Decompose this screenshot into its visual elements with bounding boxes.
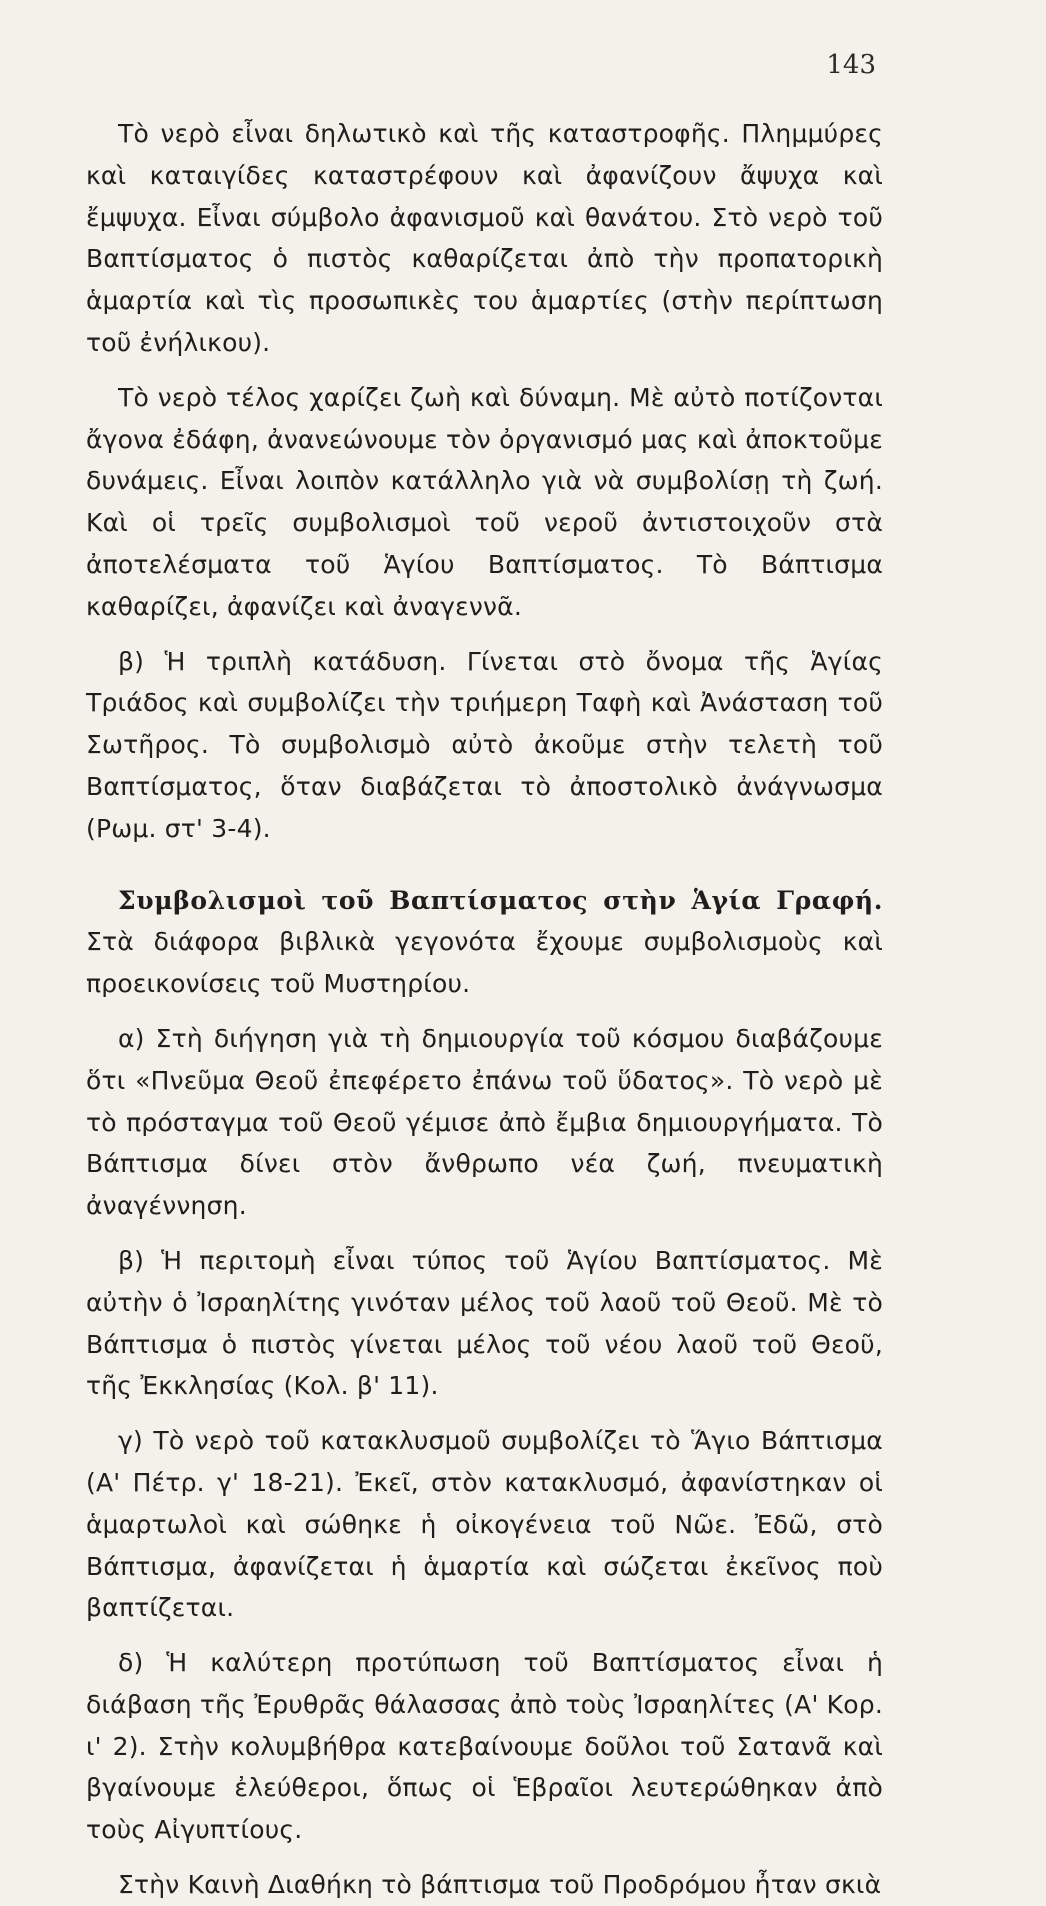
section-heading: Συμβολισμοὶ τοῦ Βαπτίσματος στὴν Ἁγία Γραφή. <box>118 885 883 915</box>
section-paragraph <box>86 880 883 1005</box>
paragraph-water-destruction: Τὸ νερὸ εἶναι δηλωτικὸ καὶ τῆς καταστροφῆς. Πλημμύρες καὶ καταιγίδες καταστρέφουν καὶ ἀφανίζουν ἄψυχα καὶ ἔμψυχα. Εἶναι σύμβολο ἀφανισμοῦ καὶ θανάτου. Στὸ νερὸ τοῦ Βαπτίσματος ὁ πιστὸς καθαρίζεται ἀπὸ τὴν προπατορικὴ ἁμαρτία καὶ τὶς προσωπικὲς του ἁμαρτίες (στὴν περίπτωση τοῦ ἐνήλικου). <box>86 119 883 357</box>
list-item-circumcision: β) Ἡ περιτομὴ εἶναι τύπος τοῦ Ἁγίου Βαπτίσματος. Μὲ αὐτὴν ὁ Ἰσραηλίτης γινόταν μέλος τοῦ λαοῦ τοῦ Θεοῦ. Μὲ τὸ Βάπτισμα ὁ πιστὸς γίνεται μέλος τοῦ νέου λαοῦ τοῦ Θεοῦ, τῆς Ἐκκλησίας (Κολ. β' 11). <box>86 1245 883 1401</box>
list-item-flood: γ) Τὸ νερὸ τοῦ κατακλυσμοῦ συμβολίζει τὸ Ἅγιο Βάπτισμα (Α' Πέτρ. γ' 18-21). Ἐκεῖ, στὸν κατακλυσμό, ἀφανίστηκαν οἱ ἁμαρτωλοὶ καὶ σώθηκε ἡ οἰκογένεια τοῦ Νῶε. Ἐδῶ, στὸ Βάπτισμα, ἀφανίζεται ἡ ἁμαρτία καὶ σώζεται ἐκεῖνος ποὺ βαπτίζεται. <box>86 1426 883 1623</box>
paragraph-water-life: Τὸ νερὸ τέλος χαρίζει ζωὴ καὶ δύναμη. Μὲ αὐτὸ ποτίζονται ἄγονα ἐδάφη, ἀνανεώνουμε τὸν ὀργανισμό μας καὶ ἀποκτοῦμε δυνάμεις. Εἶναι λοιπὸν κατάλληλο γιὰ νὰ συμβολίσῃ τὴ ζωή. Καὶ οἱ τρεῖς συμβολισμοὶ τοῦ νεροῦ ἀντιστοιχοῦν στὰ ἀποτελέσματα τοῦ Ἁγίου Βαπτίσματος. Τὸ Βάπτισμα καθαρίζει, ἀφανίζει καὶ ἀναγεννᾶ. <box>86 382 883 621</box>
paragraph-triple-immersion: β) Ἡ τριπλὴ κατάδυση. Γίνεται στὸ ὄνομα τῆς Ἁγίας Τριάδος καὶ συμβολίζει τὴν τριήμερη Ταφὴ καὶ Ἀνάσταση τοῦ Σωτῆρος. Τὸ συμβολισμὸ αὐτὸ ἀκοῦμε στὴν τελετὴ τοῦ Βαπτίσματος, ὅταν διαβάζεται τὸ ἀποστολικὸ ἀνάγνωσμα (Ρωμ. στ' 3-4). <box>86 646 883 843</box>
paragraph-new-testament: Στὴν Καινὴ Διαθήκη τὸ βάπτισμα τοῦ Προδρόμου ἦταν σκιὰ <box>118 1870 882 1900</box>
section-intro: Στὰ διάφορα βιβλικὰ γεγονότα ἔχουμε συμβολισμοὺς καὶ προεικονίσεις τοῦ Μυστηρίου. <box>86 927 883 999</box>
list-item-red-sea: δ) Ἡ καλύτερη προτύπωση τοῦ Βαπτίσματος εἶναι ἡ διάβαση τῆς Ἐρυθρᾶς θάλασσας ἀπὸ τοὺς Ἰσραηλίτες (Α' Κορ. ι' 2). Στὴν κολυμβήθρα κατεβαίνουμε δοῦλοι τοῦ Σατανᾶ καὶ βγαίνουμε ἐλεύθεροι, ὅπως οἱ Ἑβραῖοι λευτερώθηκαν ἀπὸ τοὺς Αἰγυπτίους. <box>86 1648 883 1845</box>
page-number: 143 <box>826 50 876 80</box>
body-text <box>86 113 883 1906</box>
list-item-creation: α) Στὴ διήγηση γιὰ τὴ δημιουργία τοῦ κόσμου διαβάζουμε ὅτι «Πνεῦμα Θεοῦ ἐπεφέρετο ἐπάνω τοῦ ὕδατος». Τὸ νερὸ μὲ τὸ πρόσταγμα τοῦ Θεοῦ γέμισε ἀπὸ ἔμβια δημιουργήματα. Τὸ Βάπτισμα δίνει στὸν ἄνθρωπο νέα ζωή, πνευματικὴ ἀναγέννηση. <box>86 1023 883 1221</box>
